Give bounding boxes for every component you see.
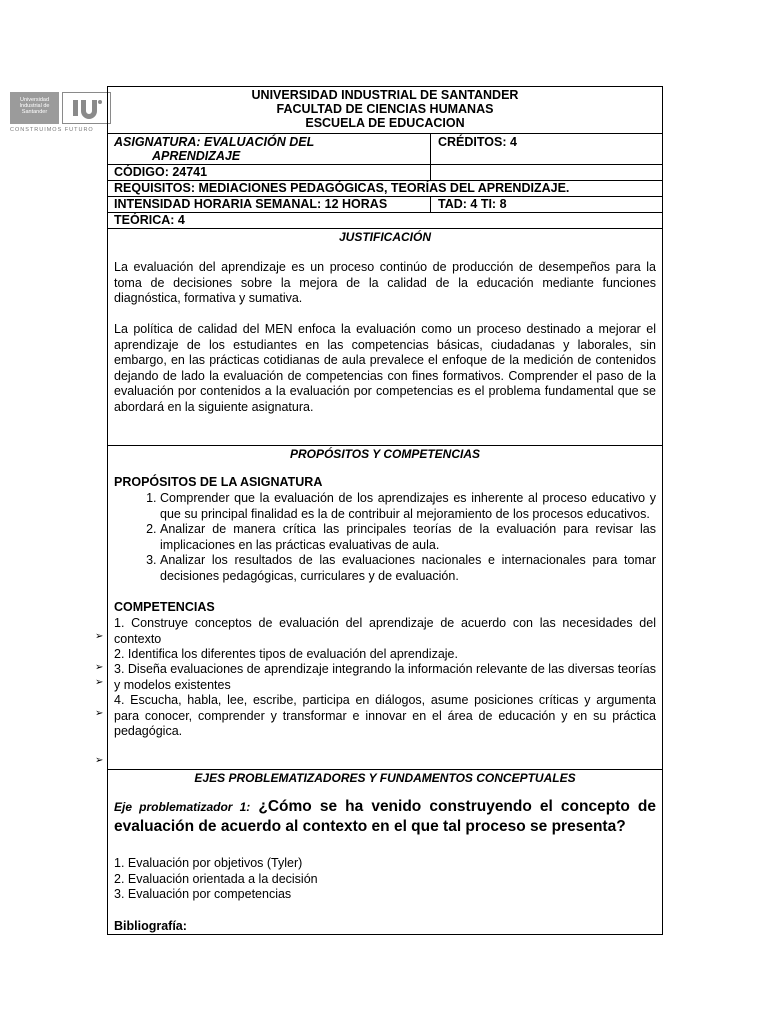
purposes-title: PROPÓSITOS Y COMPETENCIAS: [289, 447, 481, 461]
axis-topic: 3. Evaluación por competencias: [114, 887, 292, 901]
axes-section: [108, 770, 662, 934]
axis-topic: 1. Evaluación por objetivos (Tyler): [114, 856, 303, 870]
code-row: [108, 165, 662, 181]
requirements-row: [108, 181, 662, 197]
tad-cell: TAD: 4 TI: 8: [430, 197, 662, 212]
course-document: [107, 86, 663, 935]
justification-paragraph-2: La política de calidad del MEN enfoca la evaluación como un proceso destinado a mejorar el aprendizaje de los estudiantes en las competencias básicas, ciudadanas y laborales, sin embargo, en las prácticas cotidianas de aula prevalece el enfoque de la medición de contenidos dejando de lado la evaluación de competencias con fines formativos. Comprender el paso de la evaluación por contenidos a la evaluación por competencias es el problema fundamental que se abordará en la siguiente asignatura.: [114, 322, 656, 414]
logo-line: Santander: [21, 109, 48, 115]
competences-title: COMPETENCIAS: [114, 600, 215, 614]
purpose-item: 1. Comprender que la evaluación de los aprendizajes es inherente al proceso educativo y que su principal finalidad es la de contribuir al mejoramiento de los procesos educativos.: [160, 491, 656, 522]
logo-name-block: [10, 92, 59, 124]
arrow-bullet-icon: ➢: [95, 677, 104, 688]
bibliography-label: Bibliografía:: [114, 919, 187, 933]
arrow-bullet-icon: ➢: [95, 755, 104, 766]
purpose-item: 2. Analizar de manera crítica las principales teorías de la evaluación para revisar las implicaciones en las prácticas evaluativas de aula.: [160, 522, 656, 553]
subject-label-2: APRENDIZAJE: [152, 149, 241, 163]
university-name: UNIVERSIDAD INDUSTRIAL DE SANTANDER: [251, 88, 519, 102]
arrow-bullet-icon: ➢: [95, 631, 104, 642]
arrow-bullet-icon: ➢: [95, 662, 104, 673]
intensity-row: [108, 197, 662, 213]
code-cell: CÓDIGO: 24741: [114, 165, 208, 179]
school-name: ESCUELA DE EDUCACION: [305, 116, 465, 130]
purpose-item: 3. Analizar los resultados de las evaluaciones nacionales e internacionales para tomar decisiones pedagógicas, curriculares y de evaluación.: [160, 553, 656, 584]
justification-section: [108, 229, 662, 446]
purposes-list: [108, 491, 656, 584]
competence-item: 3. Diseña evaluaciones de aprendizaje integrando la información relevante de las diversas teorías y modelos existentes: [114, 662, 656, 692]
university-logo: [10, 92, 112, 134]
logo-tagline: CONSTRUIMOS FUTURO: [10, 127, 94, 133]
axis-question: ¿Cómo se ha venido construyendo el concepto de evaluación de acuerdo al contexto en el que tal proceso se presenta?: [114, 798, 657, 835]
code-empty-cell: [430, 165, 662, 180]
competence-item: 1. Construye conceptos de evaluación del aprendizaje de acuerdo con las necesidades del contexto: [114, 616, 656, 646]
axis-label: Eje problematizador 1:: [114, 800, 251, 814]
competence-item: 4. Escucha, habla, lee, escribe, participa en diálogos, asume posiciones críticas y argumenta para conocer, comprender y transformar e innovar en el área de educación y en su práctica pedagógica.: [114, 693, 656, 738]
purposes-section: [108, 446, 662, 770]
theory-cell: TEÓRICA: 4: [114, 213, 185, 227]
logo-line: Industrial de: [19, 103, 50, 109]
arrow-bullet-icon: ➢: [95, 708, 104, 719]
axis-1: [114, 797, 656, 836]
justification-title: JUSTIFICACIÓN: [338, 230, 431, 244]
faculty-name: FACULTAD DE CIENCIAS HUMANAS: [276, 102, 494, 116]
theory-row: [108, 213, 662, 229]
subject-label: ASIGNATURA: EVALUACIÓN DEL: [114, 135, 315, 149]
subject-cell: [114, 134, 424, 164]
justification-paragraph-1: La evaluación del aprendizaje es un proceso continúo de producción de desempeños para la toma de decisiones sobre la mejora de la calidad de la educación mediante funciones diagnóstica, formativa y sumativa.: [114, 260, 656, 305]
credits-cell: CRÉDITOS: 4: [430, 134, 662, 164]
logo-monogram: [62, 92, 111, 124]
document-header: [108, 87, 662, 134]
intensity-cell: INTENSIDAD HORARIA SEMANAL: 12 HORAS: [114, 197, 388, 211]
uis-monogram-icon: [70, 96, 104, 120]
purposes-subtitle: PROPÓSITOS DE LA ASIGNATURA: [114, 475, 323, 489]
axes-title: EJES PROBLEMATIZADORES Y FUNDAMENTOS CONCEPTUALES: [194, 771, 576, 785]
subject-row: [108, 134, 662, 165]
logo-line: Universidad: [19, 97, 50, 103]
requirements-cell: REQUISITOS: MEDIACIONES PEDAGÓGICAS, TEORÍAS DEL APRENDIZAJE.: [114, 181, 570, 195]
competence-item: 2. Identifica los diferentes tipos de evaluación del aprendizaje.: [114, 647, 458, 661]
axis-topic: 2. Evaluación orientada a la decisión: [114, 872, 318, 886]
